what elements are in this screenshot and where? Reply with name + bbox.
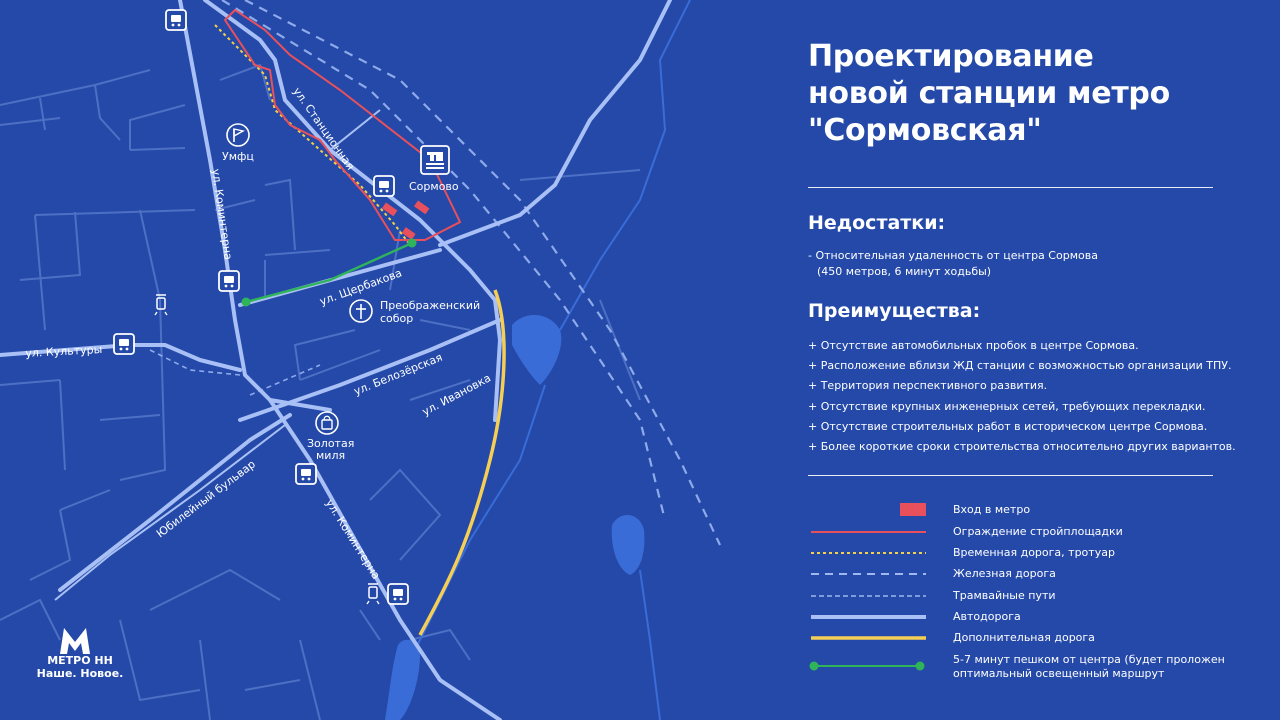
disadvantages-heading: Недостатки: — [808, 212, 946, 234]
cathedral-cross-icon — [350, 300, 372, 322]
mfc-flag-icon — [227, 124, 249, 146]
advantage-item: + Отсутствие автомобильных пробок в центре Сормова. — [808, 339, 1139, 352]
title-line-1: Проектирование — [808, 39, 1094, 74]
metro-logo — [30, 620, 130, 680]
legend-label-railway: Железная дорога — [953, 567, 1056, 580]
title-line-2: новой станции метро — [808, 76, 1170, 111]
legend-symbol-entrance — [900, 503, 926, 516]
bus-icon — [166, 10, 186, 30]
legend-label-road: Автодорога — [953, 610, 1021, 623]
disadvantages-text — [808, 248, 1098, 280]
bus-icon — [114, 334, 134, 354]
walking-route-start — [242, 298, 251, 307]
title-line-3: "Сормовская" — [808, 113, 1042, 148]
place-label-station: Сормово — [409, 180, 459, 193]
disadvantages-line-1: - Относительная удаленность от центра Сормова — [808, 249, 1098, 262]
tram-icon — [367, 584, 379, 604]
advantages-heading: Преимущества: — [808, 300, 981, 322]
bus-icon — [296, 464, 316, 484]
advantage-item: + Расположение вблизи ЖД станции с возможностью организации ТПУ. — [808, 359, 1232, 373]
divider — [808, 187, 1213, 188]
walking-route-end — [408, 239, 417, 248]
street-label-belozerskaya: ул. Белозёрская — [352, 350, 445, 399]
legend-label-walk: 5-7 минут пешком от центра (будет проложен — [953, 653, 1225, 666]
logo-name: МЕТРО НН — [47, 654, 113, 667]
page-title — [808, 38, 1248, 149]
advantage-item: + Более короткие сроки строительства относительно других вариантов. — [808, 440, 1236, 454]
legend-label-fence: Ограждение стройплощадки — [953, 525, 1123, 538]
street-label-yubileyny: Юбилейный бульвар — [154, 457, 258, 541]
metro-entrance — [414, 201, 429, 215]
place-label-cathedral-1: Преображенский — [380, 299, 481, 312]
legend-label-extra-road: Дополнительная дорога — [953, 631, 1095, 644]
legend-label-entrance: Вход в метро — [953, 503, 1031, 516]
place-label-cathedral-2: собор — [380, 312, 414, 325]
bus-icon — [219, 271, 239, 291]
place-label-mall-2: миля — [316, 449, 346, 462]
street-label-shcherbakova: ул. Щербакова — [318, 266, 404, 309]
street-label-kominterna-south: ул. Коминтерна — [322, 497, 383, 582]
extra-road-yellow — [420, 290, 504, 635]
temporary-road — [215, 25, 410, 245]
logo-slogan: Наше. Новое. — [36, 667, 124, 680]
advantage-item: + Отсутствие строительных работ в историческом центре Сормова. — [808, 419, 1208, 433]
bus-icon — [374, 176, 394, 196]
street-label-stantsionnaya: ул. Станционная — [290, 85, 358, 173]
place-label-mfc: Умфц — [222, 150, 254, 163]
tram-tracks — [150, 350, 320, 395]
shopping-bag-icon — [316, 412, 338, 434]
divider — [808, 475, 1213, 476]
advantages-list — [808, 336, 1238, 457]
legend-label-walk-2: оптимальный освещенный маршрут — [953, 667, 1165, 680]
place-label-mall-1: Золотая — [307, 437, 355, 450]
disadvantages-line-2: (450 метров, 6 минут ходьбы) — [817, 265, 992, 278]
legend-symbols — [810, 503, 927, 671]
advantage-item: + Территория перспективного развития. — [808, 379, 1048, 393]
train-station-icon — [421, 146, 449, 174]
advantage-item: + Отсутствие крупных инженерных сетей, требующих перекладки. — [808, 399, 1206, 413]
street-label-ivanovka: ул. Ивановка — [420, 371, 494, 419]
street-label-kultury: ул. Культуры — [25, 342, 103, 360]
legend-label-tram: Трамвайные пути — [953, 589, 1056, 602]
legend-label-temp-road: Временная дорога, тротуар — [953, 546, 1115, 559]
bus-icon — [388, 584, 408, 604]
street-label-kominterna-north: ул. Коминтерна — [209, 168, 235, 261]
